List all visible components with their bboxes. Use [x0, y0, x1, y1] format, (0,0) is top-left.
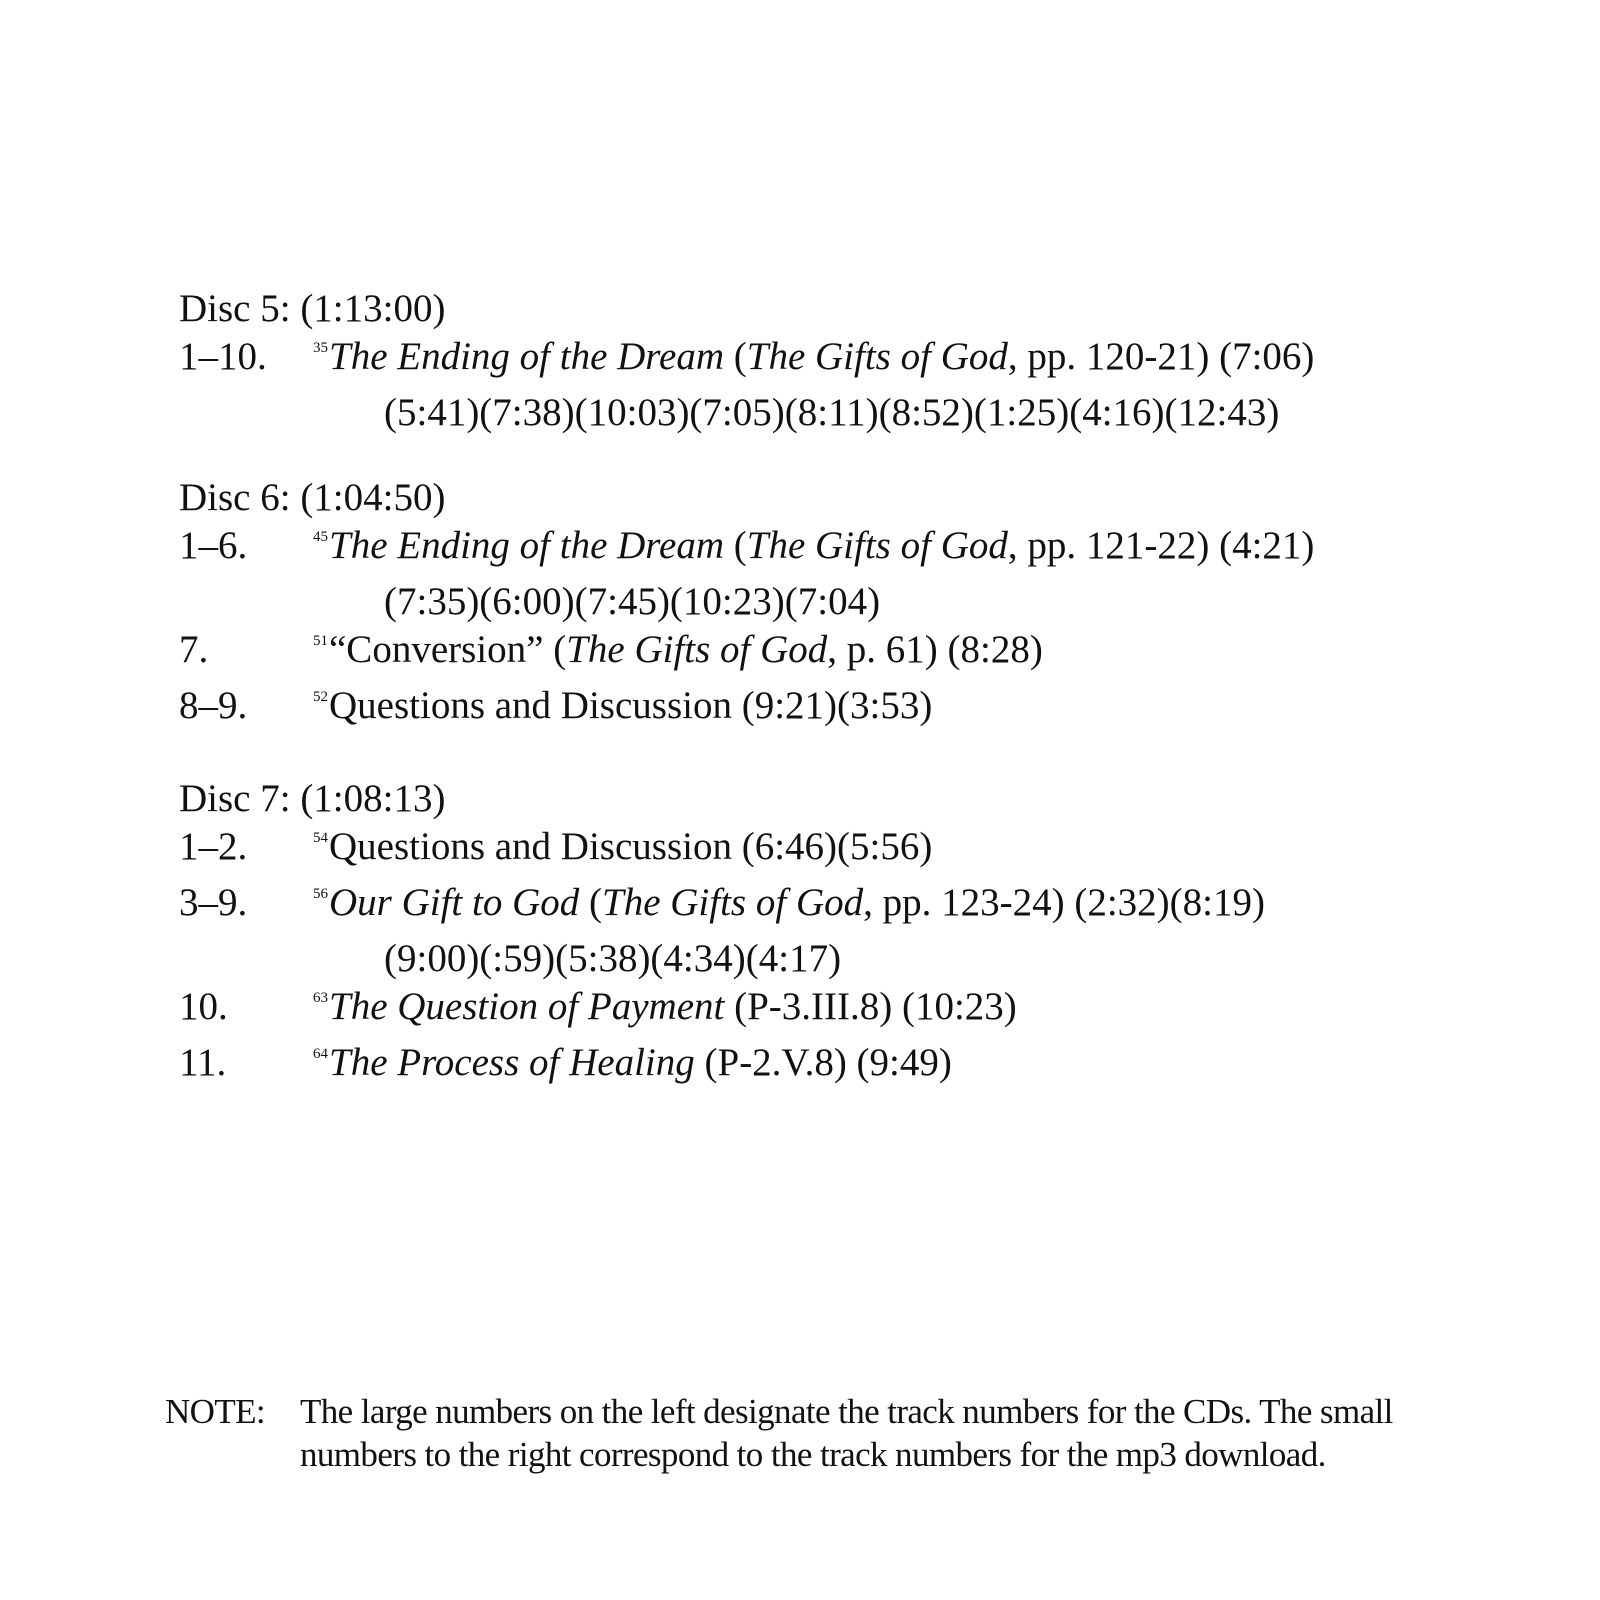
- disc-list: [179, 285, 1479, 1132]
- track-row: [179, 333, 1479, 389]
- mp3-track-number: 63: [313, 990, 328, 1006]
- track-description: [313, 881, 1265, 924]
- track-description: [313, 825, 932, 868]
- track-text: “Conversion” (: [329, 628, 567, 671]
- track-text: (P-3.III.8) (10:23): [724, 985, 1017, 1028]
- track-text: , pp. 121-22) (4:21): [1007, 524, 1315, 567]
- disc-heading: Disc 6: (1:04:50): [179, 476, 446, 519]
- italic-title-text: The Question of Payment: [329, 985, 725, 1028]
- disc-section: [179, 474, 1479, 738]
- cd-track-number: 1–2.: [179, 825, 248, 868]
- track-timings-continuation: (9:00)(:59)(5:38)(4:34)(4:17): [384, 937, 842, 980]
- mp3-track-number: 45: [313, 529, 328, 545]
- track-row: [179, 1039, 1479, 1095]
- track-description: [313, 684, 932, 727]
- italic-title-text: The Process of Healing: [329, 1041, 695, 1084]
- track-timings-continuation: (5:41)(7:38)(10:03)(7:05)(8:11)(8:52)(1:25)(4:16)(12:43): [384, 391, 1280, 434]
- disc-heading: Disc 5: (1:13:00): [179, 287, 446, 330]
- italic-title-text: The Ending of the Dream: [329, 335, 725, 378]
- track-text: , pp. 123-24) (2:32)(8:19): [863, 881, 1265, 924]
- cd-track-number: 1–6.: [179, 524, 248, 567]
- italic-title-text: The Gifts of God: [746, 335, 1008, 378]
- italic-title-text: The Ending of the Dream: [329, 524, 725, 567]
- track-row: [179, 823, 1479, 879]
- track-text: Questions and Discussion (9:21)(3:53): [329, 684, 933, 727]
- track-text: (: [579, 881, 603, 924]
- track-text: (: [724, 335, 747, 378]
- track-text: , pp. 120-21) (7:06): [1007, 335, 1315, 378]
- track-text: (P-2.V.8) (9:49): [694, 1041, 952, 1084]
- italic-title-text: The Gifts of God: [746, 524, 1008, 567]
- track-description: [313, 985, 1017, 1028]
- mp3-track-number: 52: [313, 689, 328, 705]
- track-row: [179, 626, 1479, 682]
- track-description: [313, 524, 1314, 567]
- cd-track-number: 7.: [179, 628, 209, 671]
- italic-title-text: Our Gift to God: [329, 881, 580, 924]
- mp3-track-number: 64: [313, 1046, 328, 1062]
- cd-track-number: 11.: [179, 1041, 227, 1084]
- track-row: [179, 522, 1479, 578]
- track-row: [179, 983, 1479, 1039]
- disc-heading: Disc 7: (1:08:13): [179, 777, 446, 820]
- track-text: , p. 61) (8:28): [827, 628, 1043, 671]
- track-row: [179, 682, 1479, 738]
- cd-track-number: 10.: [179, 985, 228, 1028]
- italic-title-text: The Gifts of God: [566, 628, 828, 671]
- mp3-track-number: 51: [313, 633, 328, 649]
- cd-track-number: 8–9.: [179, 684, 248, 727]
- footnote: [165, 1390, 1485, 1476]
- mp3-track-number: 35: [313, 340, 328, 356]
- note-text: The large numbers on the left designate the track numbers for the CDs. The small numbers to the right correspond to the track numbers for the mp3 download.: [300, 1392, 1393, 1474]
- track-timings-continuation: (7:35)(6:00)(7:45)(10:23)(7:04): [384, 580, 881, 623]
- track-description: [313, 335, 1314, 378]
- track-description: [313, 1041, 952, 1084]
- track-row: [179, 879, 1479, 935]
- cd-track-number: 1–10.: [179, 335, 267, 378]
- track-text: Questions and Discussion (6:46)(5:56): [329, 825, 933, 868]
- italic-title-text: The Gifts of God: [602, 881, 864, 924]
- track-description: [313, 628, 1043, 671]
- note-label: NOTE:: [165, 1392, 266, 1431]
- cd-track-number: 3–9.: [179, 881, 248, 924]
- disc-section: [179, 285, 1479, 437]
- mp3-track-number: 56: [313, 886, 328, 902]
- track-text: (: [724, 524, 747, 567]
- disc-section: [179, 775, 1479, 1095]
- mp3-track-number: 54: [313, 830, 328, 846]
